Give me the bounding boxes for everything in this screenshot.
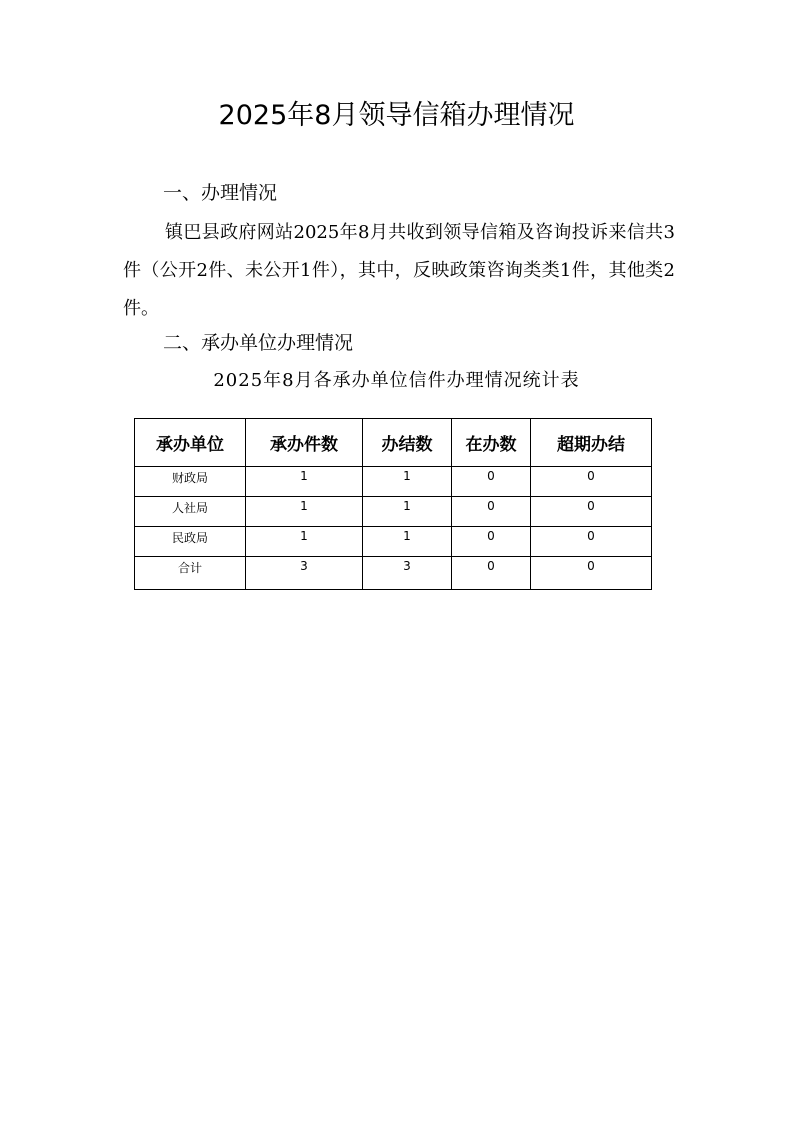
table-row [135,467,652,497]
table-caption: 2025年8月各承办单位信件办理情况统计表 [213,370,580,391]
cell-overdue: 0 [531,467,652,497]
cell-received: 1 [246,467,363,497]
cell-in-progress: 0 [452,467,531,497]
cell-in-progress: 0 [452,557,531,590]
cell-overdue: 0 [531,527,652,557]
cell-received: 1 [246,527,363,557]
cell-overdue: 0 [531,497,652,527]
cell-unit: 人社局 [135,497,246,527]
cell-completed: 3 [363,557,452,590]
table-row [135,497,652,527]
cell-in-progress: 0 [452,527,531,557]
section-heading-units: 二、承办单位办理情况 [163,332,354,354]
cell-overdue: 0 [531,557,652,590]
cell-unit: 民政局 [135,527,246,557]
header-received: 承办件数 [246,419,363,467]
cell-completed: 1 [363,497,452,527]
cell-completed: 1 [363,467,452,497]
cell-completed: 1 [363,527,452,557]
cell-unit: 合计 [135,557,246,590]
document-title: 2025年8月领导信箱办理情况 [218,100,575,131]
cell-received: 3 [246,557,363,590]
statistics-table [134,418,652,590]
section-paragraph-handling: 镇巴县政府网站2025年8月共收到领导信箱及咨询投诉来信共3件（公开2件、未公开1件），其中，反映政策咨询类类1件，其他类2件。 [123,222,675,319]
cell-unit: 财政局 [135,467,246,497]
header-in-progress: 在办数 [452,419,531,467]
section-heading-handling: 一、办理情况 [163,182,278,204]
table-row-total [135,557,652,590]
header-overdue: 超期办结 [531,419,652,467]
cell-received: 1 [246,497,363,527]
header-completed: 办结数 [363,419,452,467]
table-header-row [135,419,652,467]
header-unit: 承办单位 [135,419,246,467]
table-row [135,527,652,557]
cell-in-progress: 0 [452,497,531,527]
